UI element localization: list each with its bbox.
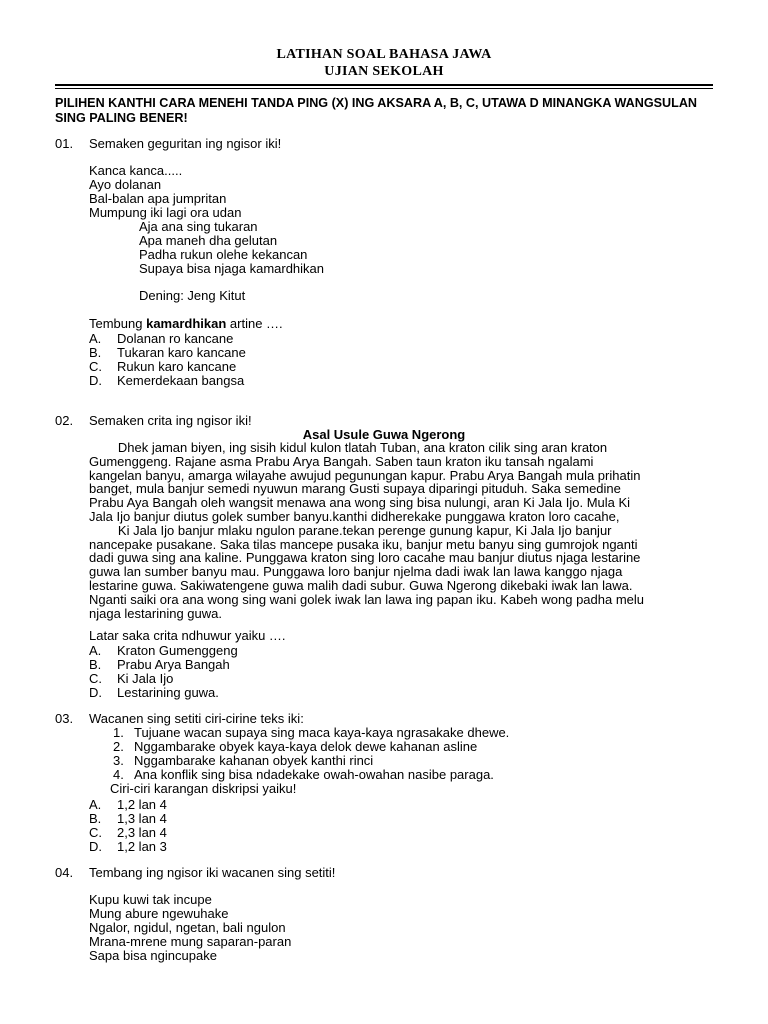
story-line: Nganti saiki ora ana wong sing wani golek iwak lan lawa ing papan iku. Kabeh wong padha melu <box>89 591 645 607</box>
question-number: 03. <box>55 711 74 726</box>
song-line: Kupu kuwi tak incupe <box>89 892 212 907</box>
option-text: 2,3 lan 4 <box>117 825 167 840</box>
story-line: nancepake pusakane. Saka tilas mancepe pusaka iku, banjur metu banyu sing gumrojok nganti <box>89 536 638 552</box>
poem-line: Aja ana sing tukaran <box>139 219 258 234</box>
song-line: Mrana-mrene mung saparan-paran <box>89 934 292 949</box>
poem-line: Padha rukun olehe kekancan <box>139 247 308 262</box>
question-prompt: Wacanen sing setiti ciri-cirine teks iki: <box>89 711 304 726</box>
question-prompt: Semaken crita ing ngisor iki! <box>89 413 252 428</box>
question-prompt: Semaken geguritan ing ngisor iki! <box>89 136 282 151</box>
question-text <box>89 317 283 331</box>
list-item: Ana konflik sing bisa ndadekake owah-owahan nasibe paraga. <box>134 767 494 782</box>
option-letter[interactable]: D. <box>89 373 102 388</box>
option-text: Ki Jala Ijo <box>117 671 174 686</box>
list-item: Tujuane wacan supaya sing maca kaya-kaya ngrasakake dhewe. <box>134 725 510 740</box>
song-line: Ngalor, ngidul, ngetan, bali ngulon <box>89 920 286 935</box>
option-letter[interactable]: B. <box>89 811 102 826</box>
story-line: lestarine guwa. Sakiwatengene guwa malih dadi subur. Guwa Ngerong dikebaki iwak lan lawa. <box>89 577 633 593</box>
question-keyword: kamardhikan <box>146 316 227 331</box>
option-letter[interactable]: A. <box>89 643 102 658</box>
list-item: Nggambarake kahanan obyek kanthi rinci <box>134 753 374 768</box>
question-text-post: artine …. <box>226 316 283 331</box>
option-letter[interactable]: D. <box>89 685 102 700</box>
header-rule-thin <box>55 88 713 89</box>
poem-line: Ayo dolanan <box>89 177 162 192</box>
option-text: 1,2 lan 4 <box>117 797 167 812</box>
option-text: Rukun karo kancane <box>117 359 237 374</box>
question-number: 04. <box>55 865 74 880</box>
option-text: 1,3 lan 4 <box>117 811 167 826</box>
story-line: Gumenggeng. Rajane asma Prabu Arya Bangah. Saben taun kraton iku tansah ngalami <box>89 453 594 469</box>
song-line: Mung abure ngewuhake <box>89 906 229 921</box>
option-letter[interactable]: D. <box>89 839 102 854</box>
story-line: njaga lestarining guwa. <box>89 605 222 621</box>
option-letter[interactable]: B. <box>89 345 102 360</box>
option-text: Tukaran karo kancane <box>117 345 246 360</box>
option-text: Kraton Gumenggeng <box>117 643 238 658</box>
list-item-number: 3. <box>113 753 124 768</box>
poem-line: Supaya bisa njaga kamardhikan <box>139 261 325 276</box>
list-item-number: 1. <box>113 725 124 740</box>
story-line: Prabu Aya Bangah oleh wangsit menawa ana wong sing bisa nulungi, aran Ki Jala Ijo. Mula Ki <box>89 495 631 511</box>
question-number: 01. <box>55 136 74 151</box>
poem-line: Apa maneh dha gelutan <box>139 233 278 248</box>
story-line: guwa lan sumber banyu mau. Punggawa loro banjur njelma dadi iwak lan lawa kanggo njaga <box>89 564 623 580</box>
story-line: Dhek jaman biyen, ing sisih kidul kulon tlatah Tuban, ana kraton cilik sing aran kraton <box>89 440 608 455</box>
instruction-text: PILIHEN KANTHI CARA MENEHI TANDA PING (X) ING AKSARA A, B, C, UTAWA D MINANGKA WANGSULAN SING PALING BENER! <box>55 96 698 125</box>
story-line: Ki Jala Ijo banjur mlaku ngulon parane.tekan perenge gunung kapur, Ki Jala Ijo banjur <box>89 522 612 538</box>
story-line: kangelan banyu, amarga wilayahe awujud pegunungan kapur. Prabu Arya Bangah mula prihatin <box>89 467 641 483</box>
exam-subtitle: UJIAN SEKOLAH <box>324 64 444 79</box>
option-text: Kemerdekaan bangsa <box>117 373 245 388</box>
option-letter[interactable]: C. <box>89 359 102 374</box>
option-letter[interactable]: C. <box>89 671 102 686</box>
story-paragraph <box>89 441 719 620</box>
story-line: Jala Ijo banjur diutus golek sumber banyu.kanthi didherekake punggawa kraton loro cacahe, <box>89 508 620 524</box>
list-item: Nggambarake obyek kaya-kaya delok dewe kahanan asline <box>134 739 478 754</box>
question-text: Latar saka crita ndhuwur yaiku …. <box>89 628 286 643</box>
story-title: Asal Usule Guwa Ngerong <box>302 427 466 442</box>
option-letter[interactable]: B. <box>89 657 102 672</box>
question-text-pre: Tembung <box>89 316 147 331</box>
song-line: Sapa bisa ngincupake <box>89 948 217 963</box>
option-text: 1,2 lan 3 <box>117 839 167 854</box>
poem-author: Dening: Jeng Kitut <box>139 288 246 303</box>
poem-line: Mumpung iki lagi ora udan <box>89 205 242 220</box>
option-text: Lestarining guwa. <box>117 685 219 700</box>
question-number: 02. <box>55 413 74 428</box>
option-letter[interactable]: A. <box>89 331 102 346</box>
question-prompt: Tembang ing ngisor iki wacanen sing setiti! <box>89 865 336 880</box>
poem-line: Bal-balan apa jumpritan <box>89 191 227 206</box>
option-letter[interactable]: A. <box>89 797 102 812</box>
story-line: dadi guwa sing ana kaline. Punggawa kraton sing loro cacahe mau banjur diutus njaga lestarine <box>89 550 641 566</box>
list-item-number: 4. <box>113 767 124 782</box>
story-line: banget, mula banjur semedi nyuwun marang Gusti supaya diparingi pituduh. Saka semedine <box>89 481 621 497</box>
question-text: Ciri-ciri karangan diskripsi yaiku! <box>110 781 297 796</box>
option-letter[interactable]: C. <box>89 825 102 840</box>
option-text: Prabu Arya Bangah <box>117 657 230 672</box>
poem-line: Kanca kanca..... <box>89 163 183 178</box>
header-rule-thick <box>55 84 713 86</box>
list-item-number: 2. <box>113 739 124 754</box>
option-text: Dolanan ro kancane <box>117 331 234 346</box>
exam-title: LATIHAN SOAL BAHASA JAWA <box>276 47 492 62</box>
